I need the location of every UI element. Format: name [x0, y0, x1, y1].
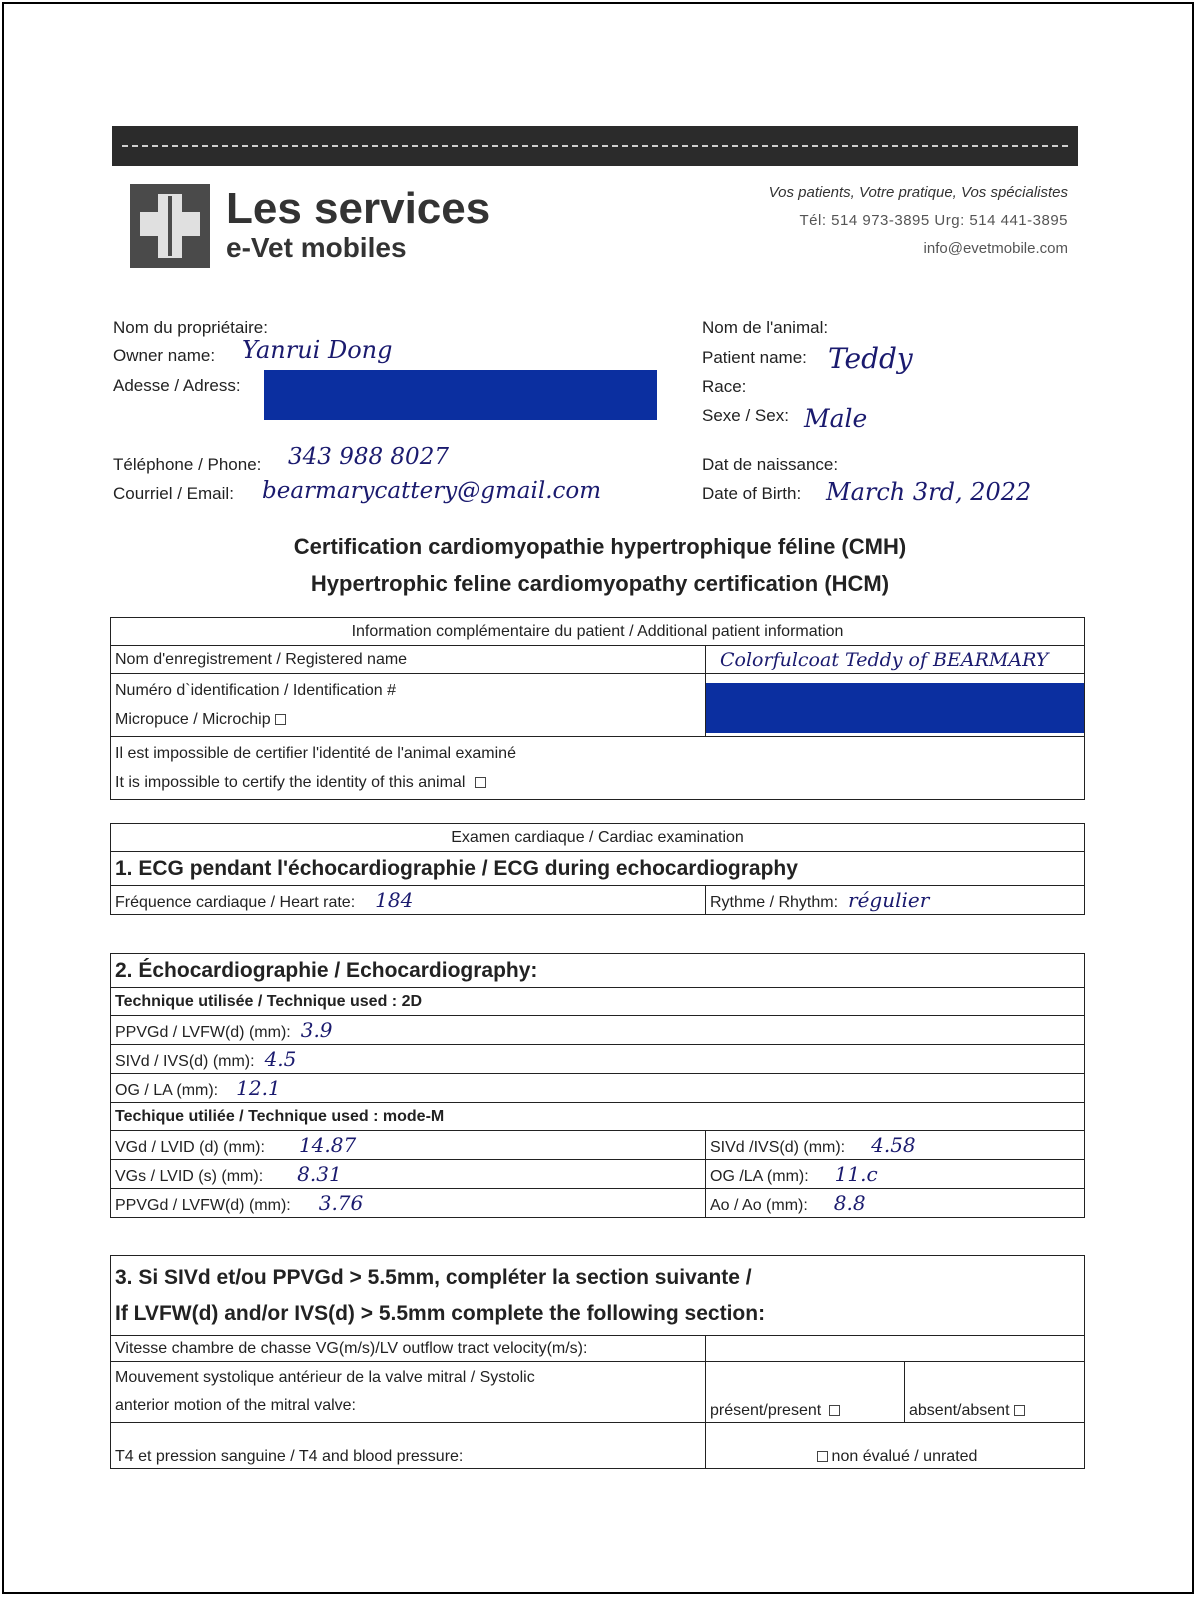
patient-name-value: Teddy [828, 342, 913, 375]
phone-value: 343 988 8027 [288, 444, 449, 470]
sam-present-label: présent/present [710, 1402, 822, 1419]
phone-label: Téléphone / Phone: [113, 455, 262, 474]
patient-name-label-fr: Nom de l'animal: [702, 318, 829, 337]
owner-name-label: Owner name: [113, 346, 216, 365]
microchip-label: Micropuce / Microchip [115, 711, 271, 728]
sam-absent-checkbox[interactable] [1014, 1405, 1025, 1416]
registered-name-label: Nom d'enregistrement / Registered name [111, 646, 706, 674]
lvidd-value: 14.87 [298, 1133, 357, 1157]
dob-label: Date of Birth: [702, 484, 802, 503]
la-2d-value: 12.1 [236, 1076, 281, 1100]
velocity-value[interactable] [706, 1336, 1085, 1362]
lvfw-2d-label: PPVGd / LVFW(d) (mm): [115, 1024, 291, 1041]
sam-absent-label: absent/absent [909, 1402, 1010, 1419]
la-2d-cell [111, 1074, 1085, 1103]
section3-title-cell [111, 1256, 1085, 1336]
m-la-label: OG /LA (mm): [710, 1168, 809, 1185]
registered-name-cell [706, 646, 1085, 674]
registered-name-value: Colorfulcoat Teddy of BEARMARY [720, 648, 1049, 671]
dob-label-fr: Dat de naissance: [702, 455, 839, 474]
m-la-value: 11.c [834, 1162, 878, 1186]
heart-rate-value: 184 [375, 888, 414, 912]
owner-name-label-fr: Nom du propriétaire: [113, 318, 268, 337]
logo-icon [130, 184, 210, 268]
microchip-checkbox[interactable] [275, 714, 286, 725]
identity-cell [111, 737, 1085, 800]
identification-label: Numéro d`identification / Identification # [115, 682, 397, 699]
m-lvfw-label: PPVGd / LVFW(d) (mm): [115, 1197, 291, 1214]
contact-email: info@evetmobile.com [923, 240, 1068, 257]
ivs-2d-label: SIVd / IVS(d) (mm): [115, 1053, 255, 1070]
header-bar [112, 126, 1078, 166]
email-value: bearmarycattery@gmail.com [262, 478, 602, 504]
lvids-value: 8.31 [297, 1162, 342, 1186]
dashed-line [122, 145, 1068, 147]
velocity-label: Vitesse chambre de chasse VG(m/s)/LV outflow tract velocity(m/s): [111, 1336, 706, 1362]
m-lvfw-cell [111, 1189, 706, 1218]
t4-unrated-checkbox[interactable] [817, 1451, 828, 1462]
patient-name-label: Patient name: [702, 348, 807, 367]
heart-rate-label: Fréquence cardiaque / Heart rate: [115, 894, 356, 911]
m-la-cell [706, 1160, 1085, 1189]
title-en: Hypertrophic feline cardiomyopathy certification (HCM) [310, 571, 890, 596]
ivs-2d-cell [111, 1045, 1085, 1074]
rhythm-value: régulier [848, 888, 930, 912]
dob-value: March 3rd, 2022 [826, 478, 1032, 506]
echo-table [110, 953, 1085, 1218]
sam-cell [111, 1362, 706, 1423]
tagline: Vos patients, Votre pratique, Vos spécialistes [768, 184, 1068, 201]
identity-impossible-en: It is impossible to certify the identity of this animal [115, 774, 466, 791]
identification-value-cell [706, 674, 1085, 737]
additional-info-table [110, 617, 1085, 800]
la-2d-label: OG / LA (mm): [115, 1082, 219, 1099]
technique-2d: Technique utilisée / Technique used : 2D [111, 988, 1085, 1016]
owner-name-value: Yanrui Dong [242, 336, 393, 364]
address-label: Adesse / Adress: [113, 376, 241, 395]
ecg-title: 1. ECG pendant l'échocardiographie / ECG during echocardiography [111, 852, 1085, 886]
sam-present-checkbox[interactable] [829, 1405, 840, 1416]
lvfw-2d-value: 3.9 [300, 1018, 333, 1042]
m-ivs-value: 4.58 [871, 1133, 916, 1157]
lvids-label: VGs / LVID (s) (mm): [115, 1168, 264, 1185]
ao-value: 8.8 [833, 1191, 866, 1215]
sam-label-2: anterior motion of the mitral valve: [115, 1397, 356, 1414]
t4-unrated-label: non évalué / unrated [831, 1448, 978, 1465]
rhythm-label: Rythme / Rhythm: [710, 894, 839, 911]
m-ivs-cell [706, 1131, 1085, 1160]
title-fr: Certification cardiomyopathie hypertrophique féline (CMH) [293, 534, 907, 559]
lvidd-label: VGd / LVID (d) (mm): [115, 1139, 265, 1156]
sex-value: Male [804, 404, 868, 433]
identity-impossible-checkbox[interactable] [475, 777, 486, 788]
redacted-identification [706, 683, 1084, 733]
identification-cell [111, 674, 706, 737]
brand-name: Les services [226, 184, 491, 233]
section3-table [110, 1255, 1085, 1469]
phone-numbers: Tél: 514 973-3895 Urg: 514 441-3895 [799, 212, 1068, 229]
sex-label: Sexe / Sex: [702, 406, 789, 425]
m-ivs-label: SIVd /IVS(d) (mm): [710, 1139, 846, 1156]
cardiac-header: Examen cardiaque / Cardiac examination [111, 824, 1085, 852]
t4-cell [706, 1423, 1085, 1469]
ao-cell [706, 1189, 1085, 1218]
lvids-cell [111, 1160, 706, 1189]
additional-info-header: Information complémentaire du patient / Additional patient information [111, 618, 1085, 646]
brand-subname: e-Vet mobiles [226, 232, 407, 263]
sam-present-cell [706, 1362, 905, 1423]
heart-rate-cell [111, 886, 706, 915]
technique-mmode: Techique utiliée / Technique used : mode-M [111, 1103, 1085, 1131]
rhythm-cell [706, 886, 1085, 915]
lvidd-cell [111, 1131, 706, 1160]
echo-title: 2. Échocardiographie / Echocardiography: [111, 954, 1085, 988]
identity-impossible-fr: Il est impossible de certifier l'identité de l'animal examiné [115, 745, 516, 762]
email-label: Courriel / Email: [113, 484, 234, 503]
section3-title-fr: 3. Si SIVd et/ou PPVGd > 5.5mm, compléter la section suivante / [115, 1265, 752, 1289]
m-lvfw-value: 3.76 [318, 1191, 364, 1215]
t4-label: T4 et pression sanguine / T4 and blood pressure: [111, 1423, 706, 1469]
redacted-address [264, 370, 657, 420]
cardiac-exam-table [110, 823, 1085, 915]
race-label: Race: [702, 377, 747, 396]
sam-absent-cell [905, 1362, 1085, 1423]
lvfw-2d-cell [111, 1016, 1085, 1045]
ivs-2d-value: 4.5 [264, 1047, 297, 1071]
sam-label-1: Mouvement systolique antérieur de la valve mitral / Systolic [115, 1369, 535, 1386]
section3-title-en: If LVFW(d) and/or IVS(d) > 5.5mm complete the following section: [115, 1301, 766, 1325]
ao-label: Ao / Ao (mm): [710, 1197, 808, 1214]
